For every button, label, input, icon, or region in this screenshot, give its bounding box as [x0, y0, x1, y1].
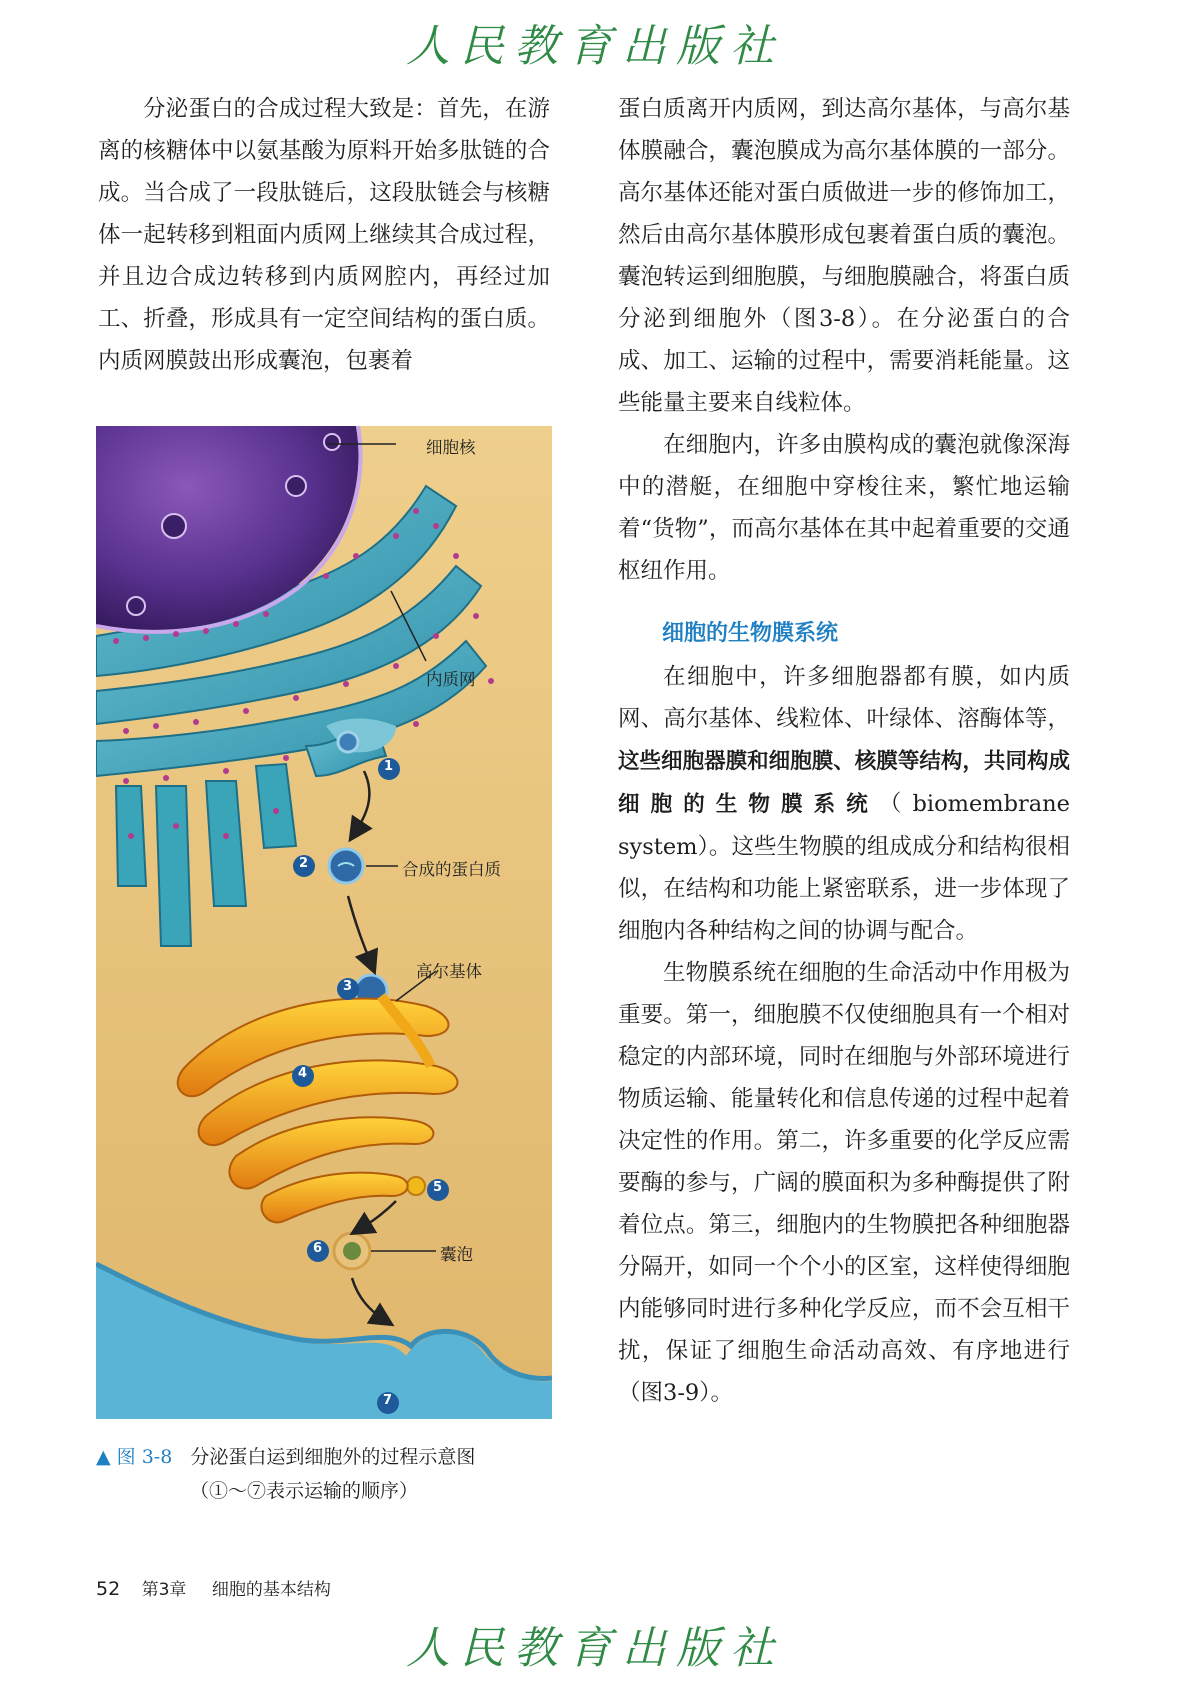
- label-er: 内质网: [426, 670, 476, 689]
- figure-3-8: [96, 426, 552, 1419]
- section-heading: 细胞的生物膜系统: [662, 621, 839, 646]
- step-6: 6: [313, 1241, 323, 1256]
- chapter-number: 第3章: [141, 1580, 187, 1600]
- chapter-title: 细胞的基本结构: [211, 1580, 331, 1600]
- label-protein: 合成的蛋白质: [402, 860, 501, 879]
- paragraph: 生物膜系统在细胞的生命活动中作用极为重要。第一，细胞膜不仅使细胞具有一个相对稳定的内部环境，同时在细胞与外部环境进行物质运输、能量转化和信息传递的过程中起着决定性的作用。第二，许多重要的化学反应需要酶的参与，广阔的膜面积为多种酶提供了附着位点。第三，细胞内的生物膜把各种细胞器分隔开，如同一个个小的区室，这样使得细胞内能够同时进行多种化学反应，而不会互相干扰，保证了细胞生命活动高效、有序地进行（图3-9）。: [618, 960, 1070, 1406]
- paragraph: 在细胞内，许多由膜构成的囊泡就像深海中的潜艇，在细胞中穿梭往来，繁忙地运输着“货物”，而高尔基体在其中起着重要的交通枢纽作用。: [618, 432, 1070, 584]
- paragraph: 在细胞中，许多细胞器都有膜，如内质网、高尔基体、线粒体、叶绿体、溶酶体等，这些细胞器膜和细胞膜、核膜等结构，共同构成细胞的生物膜系统（biomembrane system）。这些生物膜的组成成分和结构很相似，在结构和功能上紧密联系，进一步体现了细胞内各种结构之间的协调与配合。: [618, 664, 1070, 944]
- label-nucleus: 细胞核: [426, 438, 476, 457]
- paragraph: 分泌蛋白的合成过程大致是：首先，在游离的核糖体中以氨基酸为原料开始多肽链的合成。当合成了一段肽链后，这段肽链会与核糖体一起转移到粗面内质网上继续其合成过程，并且边合成边转移到内质网腔内，再经过加工、折叠，形成具有一定空间结构的蛋白质。内质网膜鼓出形成囊泡，包裹着: [98, 96, 550, 374]
- secretory-protein-diagram: [96, 426, 552, 1419]
- paragraph: 蛋白质离开内质网，到达高尔基体，与高尔基体膜融合，囊泡膜成为高尔基体膜的一部分。高尔基体还能对蛋白质做进一步的修饰加工，然后由高尔基体膜形成包裹着蛋白质的囊泡。囊泡转运到细胞膜，与细胞膜融合，将蛋白质分泌到细胞外（图3-8）。在分泌蛋白的合成、加工、运输的过程中，需要消耗能量。这些能量主要来自线粒体。: [618, 96, 1070, 416]
- step-3: 3: [343, 979, 353, 994]
- figure-caption: [96, 1440, 556, 1508]
- left-column: [98, 88, 550, 382]
- step-1: 1: [384, 759, 394, 774]
- step-5: 5: [433, 1180, 443, 1195]
- publisher-watermark-bottom: 人民教育出版社: [406, 1623, 784, 1674]
- caption-note: （①～⑦表示运输的顺序）: [190, 1480, 419, 1502]
- step-4: 4: [298, 1066, 308, 1081]
- key-concept: 这些细胞器膜和细胞膜、核膜等结构，共同构成细胞的生物膜系统: [618, 749, 1070, 817]
- right-column: [618, 88, 1070, 1414]
- label-vesicle: 囊泡: [440, 1245, 473, 1264]
- page-number: 52: [96, 1578, 121, 1600]
- publisher-watermark-top: 人民教育出版社: [406, 21, 784, 72]
- caption-title: 分泌蛋白运到细胞外的过程示意图: [190, 1446, 476, 1468]
- page-footer: [96, 1575, 331, 1600]
- caption-figure-number: ▲ 图 3-8: [96, 1446, 173, 1468]
- step-2: 2: [299, 856, 309, 871]
- step-7: 7: [383, 1393, 393, 1408]
- label-golgi: 高尔基体: [416, 962, 482, 981]
